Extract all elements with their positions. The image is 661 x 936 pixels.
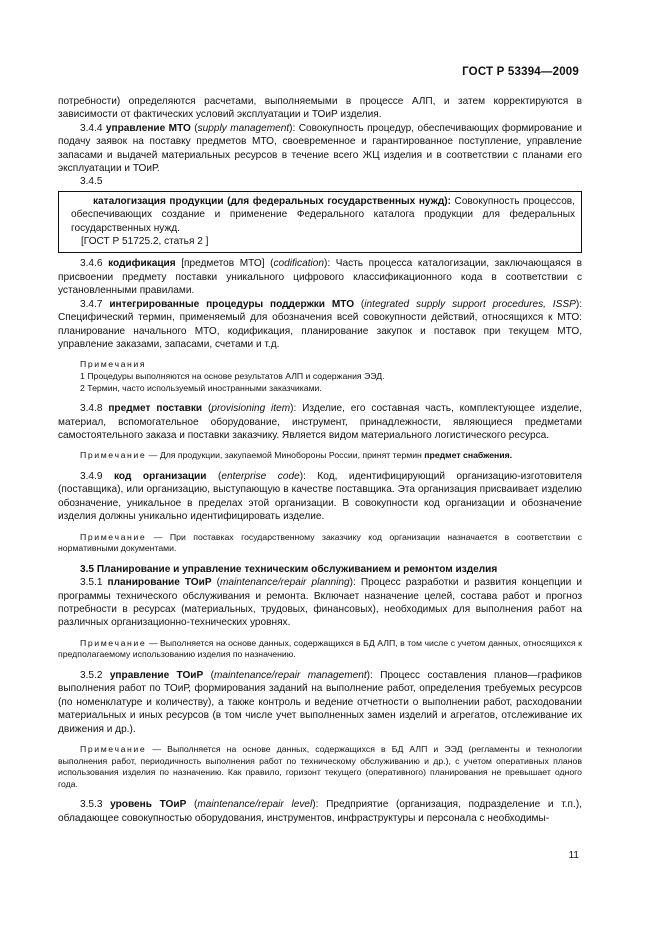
note-text: — Для продукции, закупаемой Минобороны России, принят термин [148,450,422,461]
note-text: — Выполняется на основе данных, содержащихся в БД АЛП, в том числе с учетом данных, относящихся к предполагаемому использованию изделия по назначению. [58,637,582,660]
term-number: 3.5.3 [80,799,103,811]
term-3-5-2: 3.5.2 управление ТОиР (maintenance/repair management): Процесс составления планов—графиков выполнения работ по ТОиР, формирования заданий на выполнение работ, определения требуемых ресурсов (по номенклатуре и количеству), а также контроль и ведение отчетности о выполнении работ, расходовании материальных и иных ресурсов (в том числе учет выполненных замен изделий и агрегатов, отслеживание их движения и др.). [58,669,582,735]
term-number: 3.4.7 [80,298,103,310]
term-definition: Процесс разработки и развития концепции и программы технического обслуживания и ремонта. Включает назначение целей, состава работ и прогноз потребности в ресурсах (материальных, трудовых, финансовых), необходимых для выполнения работ на различных организационно-технических уровнях. [58,577,582,629]
term-name: каталогизация продукции (для федеральных государственных нужд): [93,195,451,207]
term-number: 3.4.9 [80,470,103,482]
note-bold-term: предмет снабжения. [424,450,513,461]
term-number: 3.4.6 [80,258,103,270]
term-definition: Специфический термин, применяемый для обозначения всей совокупности действий, относящихся к МТО: планирование начального МТО, кодификация, планирование закупок и поставок при текущем МТО, управление заказами, запасами, счетами и т.д. [58,312,582,350]
term-name: планирование ТОиР [107,577,212,589]
note-label: Примечание [80,637,147,648]
term-name: предмет поставки [108,403,203,415]
term-number: 3.5.1 [80,577,103,589]
term-reference: [ГОСТ Р 51725.2, статья 2 ] [81,236,209,248]
term-definition: Процесс составления планов—графиков выполнения работ по ТОиР, формирования заданий на выполнение работ, определения требуемых ресурсов (по номенклатуре и количеству), а также контроль и ведение отчетности о выполнении работ, расходовании материальных и иных ресурсов (в том числе учет выполненных замен изделий и агрегатов, отслеживание их движения и др.). [58,669,582,735]
term-english: maintenance/repair management [213,669,367,681]
document-body [58,95,582,825]
term-number: 3.4.4 [80,122,103,134]
term-english: provisioning item [211,403,291,415]
term-definition: Изделие, его составная часть, комплектующее изделие, материал, вспомогательное оборудование, инструмент, принадлежности, являющиеся предметами самостоятельного заказа и поставки заказчику. Является видом материального логистического ресурса. [58,403,582,441]
note-3-5-1 [58,638,582,661]
term-name: управление ТОиР [109,669,204,681]
note-label: Примечание [80,743,147,754]
section-heading-3-5: 3.5 Планирование и управление техническим обслуживанием и ремонтом изделия [80,563,498,575]
term-english: supply management [197,122,290,134]
document-header: ГОСТ Р 53394—2009 [462,66,579,78]
term-3-4-8: 3.4.8 предмет поставки (provisioning item): Изделие, его составная часть, комплектующее изделие, материал, вспомогательное оборудование, инструмент, принадлежности, являющиеся предметами самостоятельного заказа и поставки заказчику. Является видом материального логистического ресурса. [58,403,582,441]
term-definition: Совокупность процедур, обеспечивающих формирование и подачу заявок на поставку предметов МТО, своевременное и гарантированное поступление, управление запасами и выдачей материальных ресурсов в течение всего ЖЦ изделия и в соответствии с планами его эксплуатации и ТОиР. [58,122,582,175]
term-3-4-5-box [58,191,582,254]
term-definition: Совокупность процессов, обеспечивающих создание и применение Федерального каталога продукции для федеральных государственных нужд. [71,195,575,234]
term-name: управление МТО [105,122,191,134]
note-item-1: 1 Процедуры выполняются на основе результатов АЛП и содержания ЭЭД. [80,370,385,381]
term-3-5-3: 3.5.3 уровень ТОиР (maintenance/repair level): Предприятие (организация, подразделение и т.п.), обладающее совокупностью оборудования, инструментов, инфраструктуры и персонала с необходимы- [58,799,582,824]
term-english: integrated supply support procedures, ISSP [364,298,576,310]
term-3-4-6: 3.4.6 кодификация [предметов МТО] (codification): Часть процесса каталогизации, заключающаяся в присвоении предмету поставки уникального цифрового классификационного кода в соответствии с установленными правилами. [58,258,582,297]
note-3-4-8 [58,450,582,462]
term-number: 3.5.2 [80,669,103,681]
term-3-4-4: 3.4.4 управление МТО (supply management): Совокупность процедур, обеспечивающих формирование и подачу заявок на поставку предметов МТО, своевременное и гарантированное поступление, управление запасами и выдачей материальных ресурсов в течение всего ЖЦ изделия и в соответствии с планами его эксплуатации и ТОиР. [58,122,582,175]
term-definition: Часть процесса каталогизации, заключающаяся в присвоении предмету поставки уникального цифрового классификационного кода в соответствии с установленными правилами. [58,258,582,297]
term-number-3-4-5: 3.4.5 [80,176,103,188]
term-english: codification [273,258,324,270]
term-3-4-7: 3.4.7 интегрированные процедуры поддержки МТО (integrated supply support procedures, ISSP): Специфический термин, применяемый для обозначения всей совокупности действий, относящихся к МТО: планирование начального МТО, кодификация, планирование закупок и поставок при текущем МТО, управление заказами, запасами, счетами и т.д. [58,298,582,350]
note-label: Примечание [80,531,147,542]
note-label: Примечание [80,450,147,461]
term-definition: Код, идентифицирующий организацию-изготовителя (поставщика), или организацию, выступающую в качестве поставщика. Эта организация присваивает изделию обозначение, уникальное в пределах этой организации. В совокупности код организации и обозначение изделия должны уникально идентифицировать изделие. [58,470,582,523]
term-qualifier: [предметов МТО] [181,258,265,270]
note-text: — Выполняется на основе данных, содержащихся в БД АЛП и ЭЭД (регламенты и технологии выполнения работ, периодичность выполнения работ по техническому обслуживанию и др.), с учетом оперативных планов использования изделия по назначению. Как правило, горизонт текущего (оперативного) планирования не превышает одного года. [58,743,582,789]
term-3-4-9: 3.4.9 код организации (enterprise code): Код, идентифицирующий организацию-изготовителя (поставщика), или организацию, выступающую в качестве поставщика. Эта организация присваивает изделию обозначение, уникальное в пределах этой организации. В совокупности код организации и обозначение изделия должны уникально идентифицировать изделие. [58,470,582,523]
term-name: интегрированные процедуры поддержки МТО [109,298,355,310]
term-3-5-1: 3.5.1 планирование ТОиР (maintenance/repair planning): Процесс разработки и развития концепции и программы технического обслуживания и ремонта. Включает назначение целей, состава работ и прогноз потребности в ресурсах (материальных, трудовых, финансовых), необходимых для выполнения работ на различных организационно-технических уровнях. [58,577,582,629]
note-text: — При поставках государственному заказчику код организации назначается в соответствии с нормативными документами. [58,531,582,554]
note-3-4-9 [58,532,582,555]
term-english: maintenance/repair planning [220,577,350,589]
term-name: код организации [114,470,207,482]
term-definition: Предприятие (организация, подразделение и т.п.), обладающее совокупностью оборудования, инструментов, инфраструктуры и персонала с необходимы- [58,799,582,824]
term-english: maintenance/repair level [197,799,313,811]
term-name: уровень ТОиР [110,799,187,811]
term-name: кодификация [108,258,176,270]
term-number: 3.4.8 [80,403,103,415]
note-item-2: 2 Термин, часто используемый иностранными заказчиками. [80,382,322,393]
term-english: enterprise code [221,470,300,482]
paragraph-continuation: потребности) определяются расчетами, выполняемыми в процессе АЛП, и затем корректируются в зависимости от фактических условий эксплуатации и ТОиР изделия. [58,96,582,121]
notes-title: Примечания [80,359,147,370]
page-number: 11 [568,850,579,861]
note-3-5-2 [58,744,582,790]
